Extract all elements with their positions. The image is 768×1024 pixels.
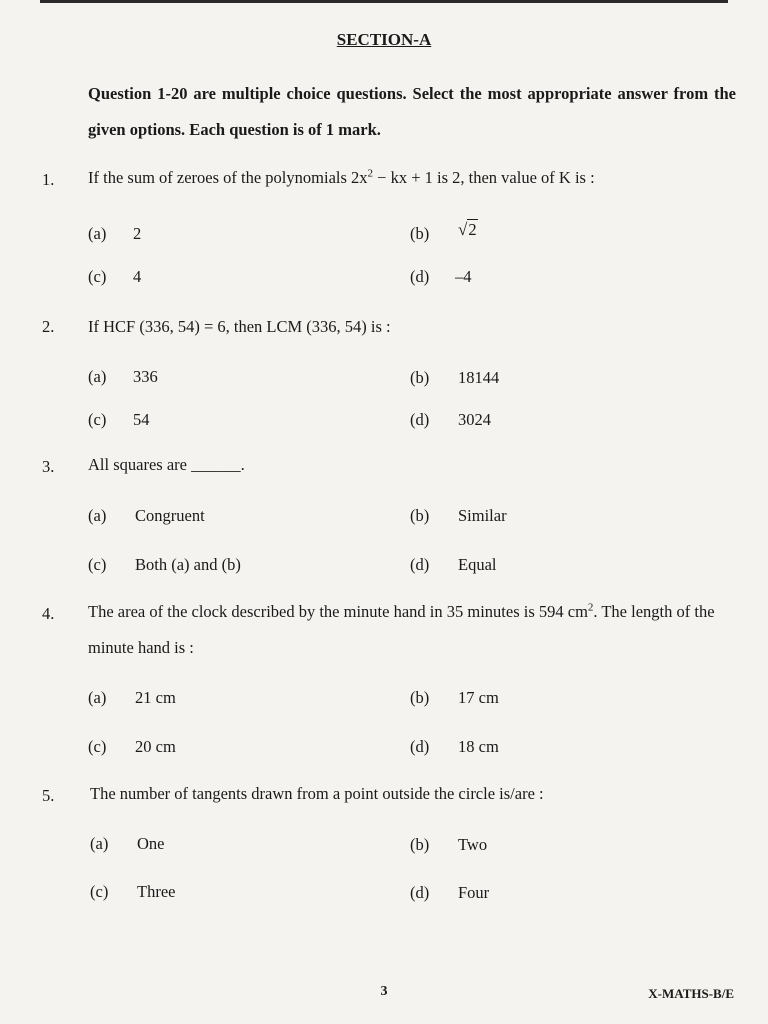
question-4-option-a-value: 21 cm	[135, 688, 176, 707]
question-2-option-b-value: 18144	[458, 368, 500, 387]
question-2-option-c-value: 54	[133, 410, 150, 429]
question-4-option-c-value: 20 cm	[135, 737, 176, 756]
question-4-option-d-value: 18 cm	[458, 737, 499, 756]
question-1-option-a-value: 2	[133, 224, 142, 243]
question-2-option-b-letter: (b)	[410, 368, 430, 387]
question-2-option-d-letter: (d)	[410, 410, 430, 429]
question-3-option-d-letter: (d)	[410, 555, 430, 574]
question-2-text: If HCF (336, 54) = 6, then LCM (336, 54) is :	[88, 317, 391, 336]
question-4-text-part1: The area of the clock described by the minute hand in 35 minutes is 594 cm	[88, 602, 588, 621]
question-4-option-a-letter: (a)	[88, 688, 107, 707]
question-1-option-c-letter: (c)	[88, 267, 107, 286]
question-1-option-b-value	[458, 220, 478, 240]
question-4-option-b-value: 17 cm	[458, 688, 499, 707]
question-5-option-c-letter: (c)	[90, 882, 109, 901]
question-5-number: 5.	[42, 786, 55, 805]
question-4-text	[88, 594, 738, 666]
question-2-option-c-letter: (c)	[88, 410, 107, 429]
paper-code: X-MATHS-B/E	[648, 986, 734, 1001]
question-1-option-b-radicand: 2	[468, 220, 477, 239]
question-5-option-c-value: Three	[137, 882, 176, 901]
section-title: SECTION-A	[336, 30, 432, 49]
question-3-option-a-value: Congruent	[135, 506, 205, 525]
question-1-text-part2: − kx + 1 is 2, then value of K is :	[373, 168, 595, 187]
question-3-option-c-value: Both (a) and (b)	[135, 555, 241, 574]
question-1-option-d-value: –4	[455, 267, 472, 286]
question-1-text	[88, 160, 738, 196]
question-1-option-c-value: 4	[133, 267, 142, 286]
question-2-option-a-value: 336	[133, 367, 158, 386]
question-1-text-part1: If the sum of zeroes of the polynomials 2x	[88, 168, 368, 187]
question-2-option-a-letter: (a)	[88, 367, 107, 386]
question-5-option-a-letter: (a)	[90, 834, 109, 853]
question-5-option-a-value: One	[137, 834, 165, 853]
top-border-line	[40, 0, 728, 3]
question-5-option-d-value: Four	[458, 883, 490, 902]
question-5-option-b-letter: (b)	[410, 835, 430, 854]
question-1-option-d-letter: (d)	[410, 267, 430, 286]
question-4-option-c-letter: (c)	[88, 737, 107, 756]
question-3-option-b-value: Similar	[458, 506, 507, 525]
question-3-option-d-value: Equal	[458, 555, 497, 574]
question-1-option-b-letter: (b)	[410, 224, 430, 243]
question-4-text-part2: . The length of the minute hand is :	[88, 602, 715, 657]
question-3-number: 3.	[42, 457, 55, 476]
instructions-text: Question 1-20 are multiple choice questions. Select the most appropriate answer from the given options. Each question is of 1 mark.	[88, 84, 736, 139]
question-1-exponent: 2	[367, 167, 374, 180]
question-3-option-b-letter: (b)	[410, 506, 430, 525]
sqrt-symbol: √2	[458, 220, 477, 239]
question-5-option-d-letter: (d)	[410, 883, 430, 902]
question-5-option-b-value: Two	[458, 835, 488, 854]
question-3-option-c-letter: (c)	[88, 555, 107, 574]
page-number: 3	[380, 984, 388, 999]
question-3-text: All squares are ______.	[88, 455, 245, 474]
question-4-option-d-letter: (d)	[410, 737, 430, 756]
question-4-option-b-letter: (b)	[410, 688, 430, 707]
question-1-number: 1.	[42, 170, 55, 189]
question-4-exponent: 2	[587, 601, 594, 614]
question-2-option-d-value: 3024	[458, 410, 491, 429]
question-4-number: 4.	[42, 604, 55, 623]
question-3-option-a-letter: (a)	[88, 506, 107, 525]
question-5-text: The number of tangents drawn from a point outside the circle is/are :	[90, 784, 544, 803]
question-1-option-a-letter: (a)	[88, 224, 107, 243]
question-2-number: 2.	[42, 317, 55, 336]
